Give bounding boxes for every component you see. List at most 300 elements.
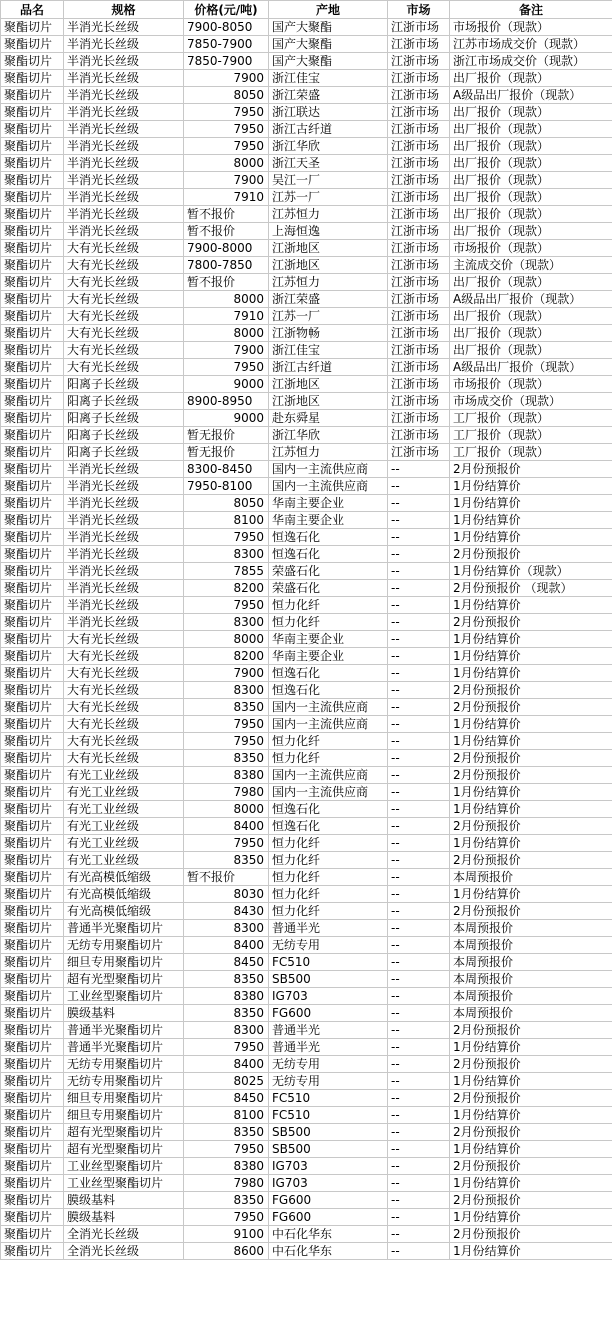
cell-product: 聚酯切片 [1,138,64,155]
cell-price: 7950 [184,733,269,750]
cell-market: -- [388,631,450,648]
cell-remark: 本周预报价 [450,937,612,954]
cell-price: 7850-7900 [184,36,269,53]
cell-remark: 2月份预报价 [450,461,612,478]
cell-origin: 江浙地区 [269,393,388,410]
cell-market: -- [388,903,450,920]
cell-product: 聚酯切片 [1,886,64,903]
cell-spec: 大有光长丝级 [64,631,184,648]
cell-price: 7950 [184,121,269,138]
table-row [1,19,612,36]
cell-market: -- [388,818,450,835]
cell-spec: 有光高模低缩级 [64,903,184,920]
cell-spec: 半消光长丝级 [64,138,184,155]
cell-origin: IG703 [269,1158,388,1175]
cell-product: 聚酯切片 [1,189,64,206]
cell-origin: 恒逸石化 [269,801,388,818]
cell-product: 聚酯切片 [1,376,64,393]
cell-market: -- [388,1107,450,1124]
cell-market: 江浙市场 [388,53,450,70]
cell-spec: 半消光长丝级 [64,529,184,546]
cell-origin: 普通半光 [269,920,388,937]
cell-market: 江浙市场 [388,240,450,257]
table-row [1,784,612,801]
cell-market: -- [388,563,450,580]
table-row [1,495,612,512]
cell-market: -- [388,716,450,733]
cell-price: 8380 [184,767,269,784]
cell-spec: 普通半光聚酯切片 [64,1022,184,1039]
cell-spec: 工业丝型聚酯切片 [64,988,184,1005]
cell-remark: 工厂报价（现款） [450,410,612,427]
cell-price: 暂不报价 [184,206,269,223]
cell-remark: 2月份预报价 [450,1158,612,1175]
table-row [1,1158,612,1175]
cell-market: -- [388,869,450,886]
table-row [1,206,612,223]
cell-remark: 1月份结算价 [450,631,612,648]
cell-market: -- [388,1005,450,1022]
cell-product: 聚酯切片 [1,954,64,971]
cell-price: 暂无报价 [184,444,269,461]
table-row [1,852,612,869]
cell-spec: 超有光型聚酯切片 [64,1124,184,1141]
table-row [1,1141,612,1158]
table-row [1,1209,612,1226]
cell-market: 江浙市场 [388,393,450,410]
cell-spec: 全消光长丝级 [64,1243,184,1260]
cell-origin: 浙江古纤道 [269,121,388,138]
cell-product: 聚酯切片 [1,1073,64,1090]
table-row [1,597,612,614]
table-row [1,954,612,971]
cell-market: -- [388,597,450,614]
cell-remark: 工厂报价（现款） [450,427,612,444]
cell-product: 聚酯切片 [1,682,64,699]
cell-product: 聚酯切片 [1,580,64,597]
header-market: 市场 [388,1,450,19]
cell-remark: 1月份结算价 [450,1175,612,1192]
cell-origin: FG600 [269,1192,388,1209]
cell-origin: 恒逸石化 [269,818,388,835]
cell-spec: 半消光长丝级 [64,223,184,240]
table-row [1,1226,612,1243]
cell-spec: 半消光长丝级 [64,87,184,104]
cell-origin: 国产大聚酯 [269,19,388,36]
cell-price: 暂无报价 [184,427,269,444]
cell-spec: 细旦专用聚酯切片 [64,1107,184,1124]
cell-spec: 大有光长丝级 [64,308,184,325]
cell-product: 聚酯切片 [1,1158,64,1175]
cell-origin: 浙江荣盛 [269,291,388,308]
cell-origin: 江苏一厂 [269,308,388,325]
cell-spec: 半消光长丝级 [64,121,184,138]
cell-origin: 江苏恒力 [269,444,388,461]
cell-origin: 恒逸石化 [269,665,388,682]
cell-price: 7950 [184,1209,269,1226]
cell-market: 江浙市场 [388,138,450,155]
cell-market: 江浙市场 [388,376,450,393]
cell-spec: 大有光长丝级 [64,648,184,665]
cell-spec: 半消光长丝级 [64,36,184,53]
cell-product: 聚酯切片 [1,733,64,750]
cell-product: 聚酯切片 [1,1039,64,1056]
cell-price: 8000 [184,631,269,648]
cell-remark: 1月份结算价 [450,1141,612,1158]
cell-market: 江浙市场 [388,410,450,427]
cell-price: 8400 [184,818,269,835]
cell-remark: 浙江市场成交价（现款） [450,53,612,70]
table-row [1,1073,612,1090]
cell-origin: 浙江佳宝 [269,70,388,87]
cell-price: 8200 [184,580,269,597]
cell-origin: 江苏恒力 [269,206,388,223]
cell-product: 聚酯切片 [1,274,64,291]
cell-product: 聚酯切片 [1,852,64,869]
cell-product: 聚酯切片 [1,716,64,733]
table-row [1,376,612,393]
cell-origin: 荣盛石化 [269,580,388,597]
cell-remark: 1月份结算价 [450,1107,612,1124]
cell-remark: 2月份预报价 [450,546,612,563]
cell-price: 8430 [184,903,269,920]
cell-spec: 膜级基料 [64,1209,184,1226]
cell-origin: 浙江华欣 [269,138,388,155]
cell-spec: 全消光长丝级 [64,1226,184,1243]
cell-product: 聚酯切片 [1,478,64,495]
cell-spec: 细旦专用聚酯切片 [64,1090,184,1107]
cell-market: -- [388,478,450,495]
cell-product: 聚酯切片 [1,1005,64,1022]
header-row [1,1,612,19]
cell-market: -- [388,529,450,546]
table-row [1,563,612,580]
cell-product: 聚酯切片 [1,699,64,716]
cell-remark: 市场报价（现款） [450,19,612,36]
cell-origin: 华南主要企业 [269,512,388,529]
cell-price: 7850-7900 [184,53,269,70]
cell-product: 聚酯切片 [1,19,64,36]
cell-remark: A级品出厂报价（现款） [450,87,612,104]
cell-origin: FC510 [269,1090,388,1107]
cell-origin: 荣盛石化 [269,563,388,580]
cell-origin: 吴江一厂 [269,172,388,189]
cell-price: 8900-8950 [184,393,269,410]
cell-price: 8000 [184,155,269,172]
cell-spec: 大有光长丝级 [64,733,184,750]
cell-product: 聚酯切片 [1,597,64,614]
cell-market: -- [388,699,450,716]
cell-product: 聚酯切片 [1,665,64,682]
cell-price: 8000 [184,325,269,342]
cell-spec: 阳离子长丝级 [64,393,184,410]
cell-spec: 阳离子长丝级 [64,444,184,461]
cell-remark: 2月份预报价 [450,614,612,631]
table-row [1,886,612,903]
cell-remark: 2月份预报价 [450,852,612,869]
cell-origin: 中石化华东 [269,1243,388,1260]
cell-spec: 有光工业丝级 [64,835,184,852]
cell-spec: 半消光长丝级 [64,53,184,70]
cell-price: 8350 [184,1124,269,1141]
cell-product: 聚酯切片 [1,563,64,580]
cell-origin: 恒力化纤 [269,886,388,903]
cell-origin: 无纺专用 [269,1056,388,1073]
table-row [1,223,612,240]
table-row [1,342,612,359]
cell-price: 8600 [184,1243,269,1260]
table-row [1,937,612,954]
cell-price: 7900-8050 [184,19,269,36]
cell-remark: 出厂报价（现款） [450,342,612,359]
cell-price: 7855 [184,563,269,580]
cell-remark: 市场报价（现款） [450,376,612,393]
cell-origin: 国内一主流供应商 [269,767,388,784]
table-row [1,835,612,852]
cell-remark: 江苏市场成交价（现款） [450,36,612,53]
cell-origin: 江苏恒力 [269,274,388,291]
table-row [1,189,612,206]
cell-remark: 出厂报价（现款） [450,274,612,291]
cell-origin: 无纺专用 [269,1073,388,1090]
cell-origin: 华南主要企业 [269,495,388,512]
cell-market: -- [388,1039,450,1056]
table-row [1,393,612,410]
cell-product: 聚酯切片 [1,70,64,87]
cell-product: 聚酯切片 [1,767,64,784]
cell-market: -- [388,495,450,512]
table-row [1,682,612,699]
cell-remark: 1月份结算价 [450,648,612,665]
table-row [1,546,612,563]
cell-remark: 出厂报价（现款） [450,325,612,342]
cell-origin: 恒力化纤 [269,733,388,750]
cell-spec: 无纺专用聚酯切片 [64,1073,184,1090]
cell-origin: 江苏一厂 [269,189,388,206]
cell-remark: 1月份结算价 [450,733,612,750]
table-row [1,461,612,478]
cell-remark: 1月份结算价 [450,784,612,801]
table-row [1,971,612,988]
cell-remark: 2月份预报价 （现款） [450,580,612,597]
cell-remark: 本周预报价 [450,988,612,1005]
cell-price: 8400 [184,1056,269,1073]
cell-market: 江浙市场 [388,291,450,308]
cell-market: -- [388,954,450,971]
cell-remark: 2月份预报价 [450,1226,612,1243]
cell-product: 聚酯切片 [1,937,64,954]
table-row [1,325,612,342]
table-row [1,767,612,784]
cell-market: -- [388,920,450,937]
cell-price: 暂不报价 [184,223,269,240]
cell-spec: 超有光型聚酯切片 [64,1141,184,1158]
cell-product: 聚酯切片 [1,631,64,648]
cell-origin: FG600 [269,1005,388,1022]
cell-product: 聚酯切片 [1,257,64,274]
cell-product: 聚酯切片 [1,121,64,138]
cell-spec: 半消光长丝级 [64,614,184,631]
cell-remark: 1月份结算价 [450,1039,612,1056]
cell-remark: 出厂报价（现款） [450,172,612,189]
cell-product: 聚酯切片 [1,801,64,818]
cell-remark: 本周预报价 [450,971,612,988]
table-row [1,1022,612,1039]
cell-market: -- [388,971,450,988]
cell-remark: 1月份结算价 [450,512,612,529]
cell-market: 江浙市场 [388,104,450,121]
cell-price: 7900 [184,172,269,189]
cell-product: 聚酯切片 [1,869,64,886]
cell-price: 8100 [184,512,269,529]
cell-remark: 1月份结算价 [450,716,612,733]
table-row [1,920,612,937]
cell-price: 8300 [184,614,269,631]
cell-spec: 大有光长丝级 [64,291,184,308]
table-body [1,19,612,1260]
cell-price: 7950 [184,529,269,546]
cell-spec: 大有光长丝级 [64,342,184,359]
cell-product: 聚酯切片 [1,835,64,852]
cell-product: 聚酯切片 [1,1192,64,1209]
cell-market: -- [388,886,450,903]
cell-market: 江浙市场 [388,444,450,461]
cell-spec: 无纺专用聚酯切片 [64,1056,184,1073]
cell-price: 7900 [184,342,269,359]
cell-remark: 出厂报价（现款） [450,70,612,87]
cell-price: 8380 [184,988,269,1005]
table-row [1,818,612,835]
cell-origin: 国内一主流供应商 [269,784,388,801]
cell-market: 江浙市场 [388,36,450,53]
table-row [1,580,612,597]
cell-origin: 恒力化纤 [269,903,388,920]
cell-origin: 浙江古纤道 [269,359,388,376]
cell-market: 江浙市场 [388,325,450,342]
cell-market: -- [388,835,450,852]
cell-market: -- [388,1192,450,1209]
cell-remark: 1月份结算价 [450,835,612,852]
table-row [1,410,612,427]
cell-product: 聚酯切片 [1,529,64,546]
cell-price: 7910 [184,189,269,206]
cell-spec: 有光工业丝级 [64,801,184,818]
cell-market: -- [388,1056,450,1073]
cell-product: 聚酯切片 [1,359,64,376]
table-row [1,172,612,189]
cell-market: 江浙市场 [388,87,450,104]
cell-product: 聚酯切片 [1,920,64,937]
cell-market: -- [388,784,450,801]
cell-origin: 中石化华东 [269,1226,388,1243]
table-row [1,1192,612,1209]
cell-spec: 半消光长丝级 [64,19,184,36]
cell-product: 聚酯切片 [1,512,64,529]
cell-market: 江浙市场 [388,19,450,36]
cell-market: -- [388,937,450,954]
table-row [1,444,612,461]
cell-spec: 大有光长丝级 [64,274,184,291]
cell-product: 聚酯切片 [1,1090,64,1107]
cell-product: 聚酯切片 [1,240,64,257]
cell-price: 8350 [184,971,269,988]
cell-market: 江浙市场 [388,342,450,359]
cell-spec: 普通半光聚酯切片 [64,920,184,937]
cell-price: 8350 [184,852,269,869]
table-row [1,70,612,87]
cell-product: 聚酯切片 [1,87,64,104]
cell-remark: 1月份结算价（现款） [450,563,612,580]
table-row [1,240,612,257]
header-origin: 产地 [269,1,388,19]
cell-price: 暂不报价 [184,274,269,291]
cell-price: 7910 [184,308,269,325]
cell-price: 8350 [184,750,269,767]
cell-price: 8200 [184,648,269,665]
cell-market: -- [388,682,450,699]
cell-origin: 国内一主流供应商 [269,478,388,495]
cell-origin: 浙江佳宝 [269,342,388,359]
cell-remark: 出厂报价（现款） [450,308,612,325]
header-price: 价格(元/吨) [184,1,269,19]
table-row [1,36,612,53]
cell-remark: 出厂报价（现款） [450,121,612,138]
cell-spec: 半消光长丝级 [64,512,184,529]
cell-remark: 2月份预报价 [450,1124,612,1141]
cell-product: 聚酯切片 [1,1209,64,1226]
cell-spec: 大有光长丝级 [64,325,184,342]
cell-market: -- [388,767,450,784]
cell-spec: 半消光长丝级 [64,155,184,172]
cell-origin: 浙江联达 [269,104,388,121]
table-row [1,1039,612,1056]
table-row [1,1175,612,1192]
table-row [1,1124,612,1141]
table-row [1,648,612,665]
cell-market: 江浙市场 [388,223,450,240]
cell-spec: 大有光长丝级 [64,257,184,274]
header-spec: 规格 [64,1,184,19]
cell-price: 8300 [184,920,269,937]
cell-spec: 阳离子长丝级 [64,410,184,427]
cell-product: 聚酯切片 [1,155,64,172]
cell-product: 聚酯切片 [1,36,64,53]
cell-origin: 恒力化纤 [269,852,388,869]
table-row [1,359,612,376]
cell-price: 8030 [184,886,269,903]
table-row [1,1056,612,1073]
cell-product: 聚酯切片 [1,1141,64,1158]
cell-price: 8350 [184,1192,269,1209]
table-row [1,699,612,716]
cell-spec: 膜级基料 [64,1192,184,1209]
cell-remark: 1月份结算价 [450,495,612,512]
cell-origin: FC510 [269,954,388,971]
cell-price: 9000 [184,376,269,393]
cell-market: 江浙市场 [388,359,450,376]
table-row [1,1005,612,1022]
cell-spec: 有光工业丝级 [64,784,184,801]
cell-product: 聚酯切片 [1,648,64,665]
table-row [1,716,612,733]
cell-remark: 出厂报价（现款） [450,189,612,206]
cell-origin: 普通半光 [269,1022,388,1039]
cell-remark: 2月份预报价 [450,903,612,920]
cell-market: -- [388,1243,450,1260]
table-row [1,291,612,308]
cell-product: 聚酯切片 [1,104,64,121]
cell-market: -- [388,1090,450,1107]
